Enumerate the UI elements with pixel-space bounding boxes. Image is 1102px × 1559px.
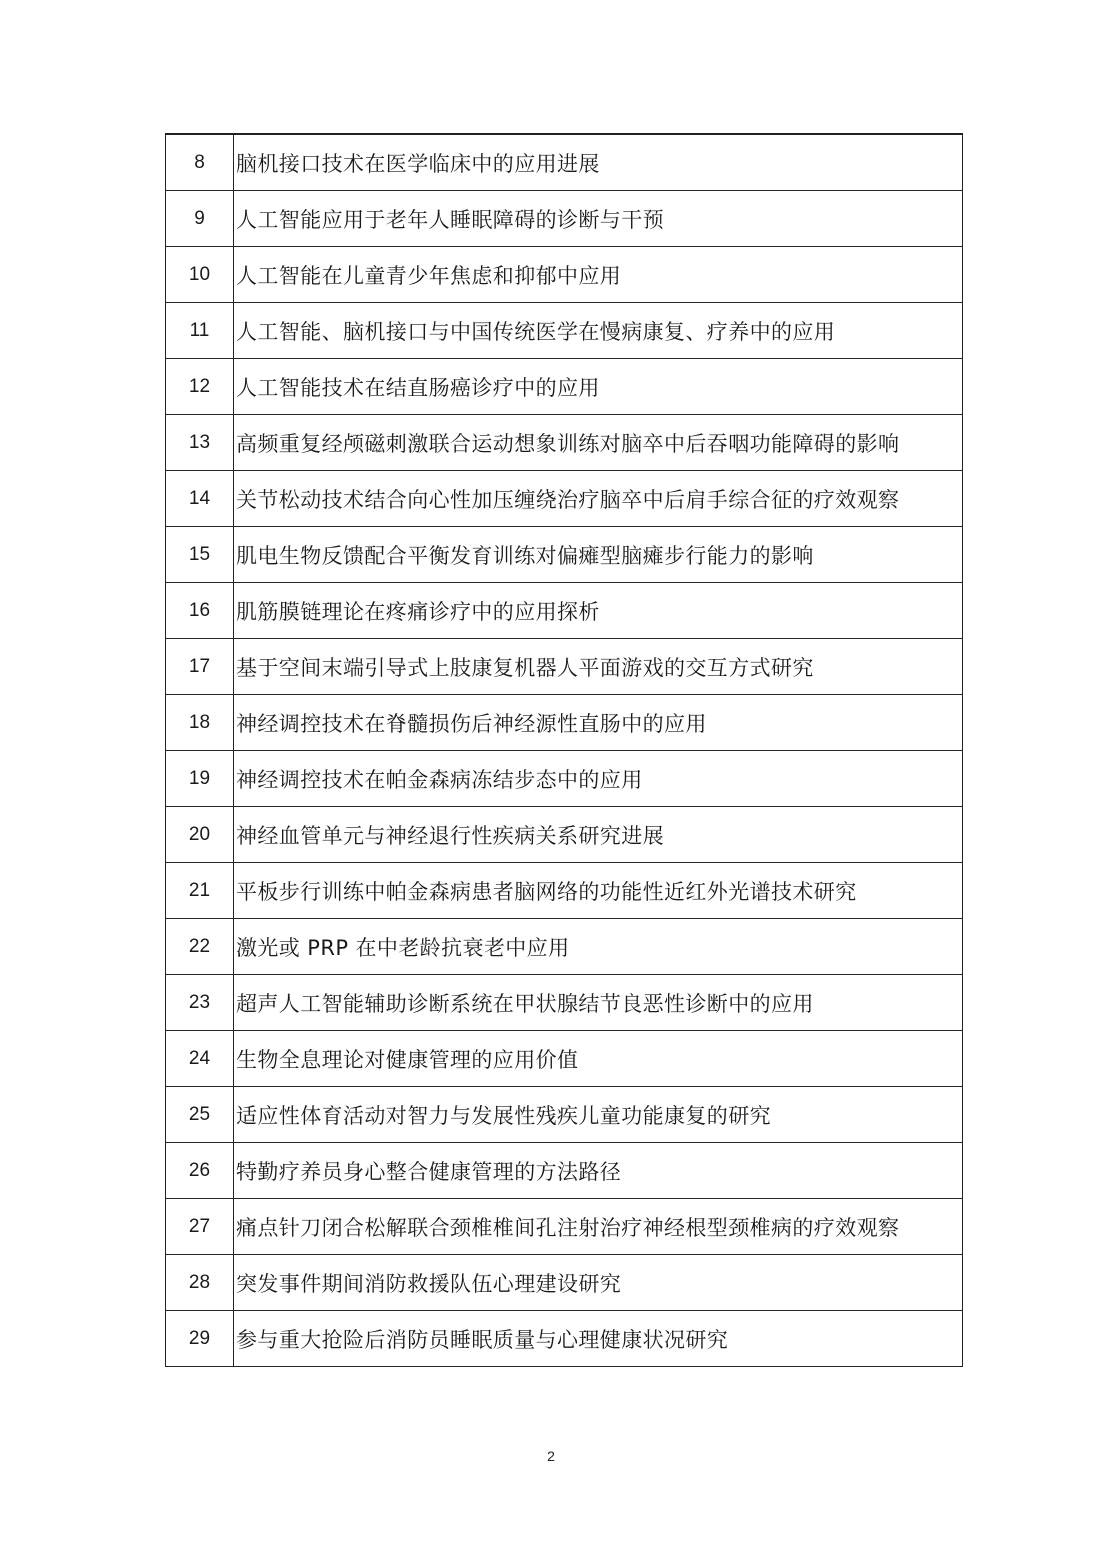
row-title: 特勤疗养员身心整合健康管理的方法路径 [234, 1143, 963, 1199]
row-number: 13 [166, 415, 234, 471]
row-number: 20 [166, 807, 234, 863]
row-title: 肌电生物反馈配合平衡发育训练对偏瘫型脑瘫步行能力的影响 [234, 527, 963, 583]
table-row [166, 303, 963, 359]
row-title: 人工智能、脑机接口与中国传统医学在慢病康复、疗养中的应用 [234, 303, 963, 359]
table-row [166, 415, 963, 471]
table-row [166, 583, 963, 639]
row-number: 26 [166, 1143, 234, 1199]
table-row [166, 527, 963, 583]
row-number: 16 [166, 583, 234, 639]
row-title: 突发事件期间消防救援队伍心理建设研究 [234, 1255, 963, 1311]
table-row [166, 751, 963, 807]
row-title: 超声人工智能辅助诊断系统在甲状腺结节良恶性诊断中的应用 [234, 975, 963, 1031]
table-row [166, 1087, 963, 1143]
row-title: 神经调控技术在脊髓损伤后神经源性直肠中的应用 [234, 695, 963, 751]
row-title: 神经血管单元与神经退行性疾病关系研究进展 [234, 807, 963, 863]
row-number: 12 [166, 359, 234, 415]
row-number: 23 [166, 975, 234, 1031]
row-title: 生物全息理论对健康管理的应用价值 [234, 1031, 963, 1087]
row-title: 人工智能技术在结直肠癌诊疗中的应用 [234, 359, 963, 415]
row-title: 脑机接口技术在医学临床中的应用进展 [234, 134, 963, 191]
row-number: 27 [166, 1199, 234, 1255]
table-row [166, 807, 963, 863]
table-row [166, 134, 963, 191]
table-row [166, 359, 963, 415]
table-row [166, 247, 963, 303]
row-title: 神经调控技术在帕金森病冻结步态中的应用 [234, 751, 963, 807]
table-row [166, 471, 963, 527]
table-row [166, 863, 963, 919]
table-row [166, 695, 963, 751]
topic-table [165, 133, 963, 1367]
row-number: 25 [166, 1087, 234, 1143]
row-title: 适应性体育活动对智力与发展性残疾儿童功能康复的研究 [234, 1087, 963, 1143]
row-title: 基于空间末端引导式上肢康复机器人平面游戏的交互方式研究 [234, 639, 963, 695]
table-row [166, 1311, 963, 1367]
row-number: 9 [166, 191, 234, 247]
row-number: 18 [166, 695, 234, 751]
row-number: 15 [166, 527, 234, 583]
row-number: 10 [166, 247, 234, 303]
table-row [166, 1255, 963, 1311]
table-row [166, 639, 963, 695]
row-title: 人工智能应用于老年人睡眠障碍的诊断与干预 [234, 191, 963, 247]
page-number: 2 [547, 1448, 555, 1464]
row-number: 22 [166, 919, 234, 975]
table-row [166, 1143, 963, 1199]
table-row [166, 919, 963, 975]
row-title: 参与重大抢险后消防员睡眠质量与心理健康状况研究 [234, 1311, 963, 1367]
row-number: 24 [166, 1031, 234, 1087]
row-title: 痛点针刀闭合松解联合颈椎椎间孔注射治疗神经根型颈椎病的疗效观察 [234, 1199, 963, 1255]
row-title: 人工智能在儿童青少年焦虑和抑郁中应用 [234, 247, 963, 303]
table-row [166, 975, 963, 1031]
row-title: 肌筋膜链理论在疼痛诊疗中的应用探析 [234, 583, 963, 639]
row-number: 8 [166, 134, 234, 191]
table-row [166, 191, 963, 247]
row-number: 21 [166, 863, 234, 919]
row-number: 28 [166, 1255, 234, 1311]
row-title: 平板步行训练中帕金森病患者脑网络的功能性近红外光谱技术研究 [234, 863, 963, 919]
row-number: 29 [166, 1311, 234, 1367]
table-row [166, 1199, 963, 1255]
row-number: 14 [166, 471, 234, 527]
row-title: 关节松动技术结合向心性加压缠绕治疗脑卒中后肩手综合征的疗效观察 [234, 471, 963, 527]
table-row [166, 1031, 963, 1087]
row-title: 高频重复经颅磁刺激联合运动想象训练对脑卒中后吞咽功能障碍的影响 [234, 415, 963, 471]
row-title: 激光或 PRP 在中老龄抗衰老中应用 [234, 919, 963, 975]
row-number: 11 [166, 303, 234, 359]
row-number: 19 [166, 751, 234, 807]
row-number: 17 [166, 639, 234, 695]
